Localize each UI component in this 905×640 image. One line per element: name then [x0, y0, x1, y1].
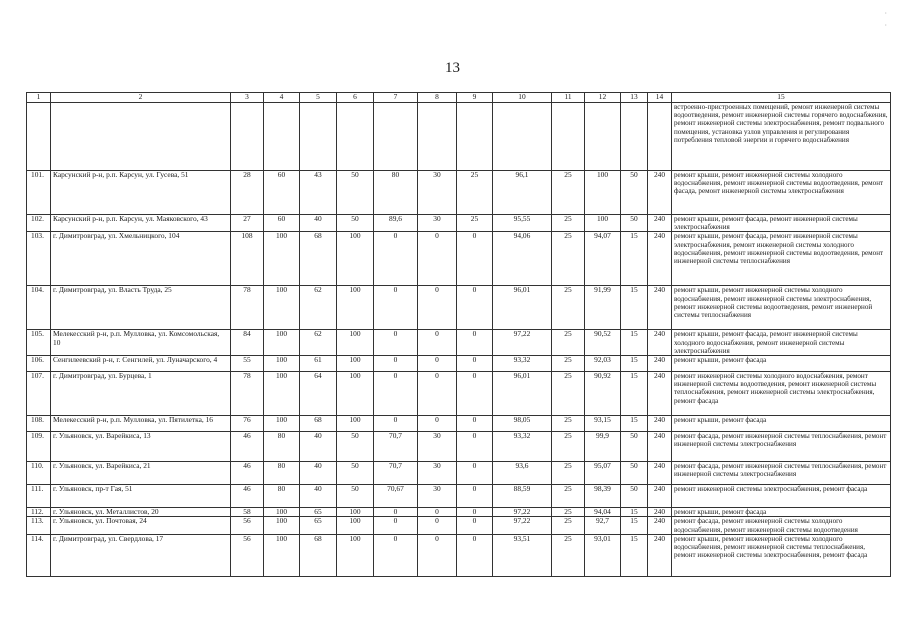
value-cell-col-7: 0: [374, 416, 418, 432]
value-cell-col-4: 100: [264, 517, 300, 534]
value-cell-col-13: 15: [621, 508, 648, 517]
value-cell-col-10: 97,22: [493, 330, 552, 356]
row-number: 113.: [27, 517, 51, 534]
value-cell-col-8: 0: [418, 330, 457, 356]
row-number: 112.: [27, 508, 51, 517]
value-cell-col-12: 100: [585, 171, 621, 215]
table-row: [27, 372, 891, 416]
work-types-cell: ремонт крыши, ремонт фасада, ремонт инженерной системы холодного водоснабжения, ремонт инженерной системы электроснабжения: [672, 330, 891, 356]
column-header-15: 15: [672, 93, 891, 103]
value-cell-col-8: 30: [418, 462, 457, 485]
work-types-cell: ремонт крыши, ремонт фасада: [672, 356, 891, 372]
work-types-cell: ремонт фасада, ремонт инженерной системы холодного водоснабжения, ремонт инженерной системы водоотведения: [672, 517, 891, 534]
work-types-cell: ремонт крыши, ремонт фасада: [672, 508, 891, 517]
value-cell-col-11: 25: [552, 215, 585, 232]
table-row: [27, 330, 891, 356]
value-cell-col-11: 25: [552, 171, 585, 215]
row-number: 103.: [27, 232, 51, 286]
value-cell-col-7: 89,6: [374, 215, 418, 232]
value-cell-col-7: 0: [374, 232, 418, 286]
value-cell-col-3: 46: [231, 485, 264, 508]
address-cell: [51, 103, 231, 171]
value-cell-col-4: 60: [264, 215, 300, 232]
value-cell-col-5: 68: [300, 416, 337, 432]
value-cell-col-12: 98,39: [585, 485, 621, 508]
value-cell-col-12: 92,03: [585, 356, 621, 372]
value-cell-col-6: 100: [337, 372, 374, 416]
value-cell-col-6: 100: [337, 508, 374, 517]
value-cell-col-3: 108: [231, 232, 264, 286]
value-cell-col-10: 93,32: [493, 432, 552, 462]
value-cell-col-9: 0: [457, 286, 493, 330]
value-cell-col-3: 55: [231, 356, 264, 372]
column-header-10: 10: [493, 93, 552, 103]
value-cell-col-3: 56: [231, 517, 264, 534]
scan-artifact: ·: [884, 10, 888, 17]
column-header-8: 8: [418, 93, 457, 103]
value-cell-col-9: 0: [457, 232, 493, 286]
address-cell: г. Димитровград, ул. Свердлова, 17: [51, 534, 231, 576]
value-cell-col-5: 40: [300, 432, 337, 462]
value-cell-col-8: 30: [418, 215, 457, 232]
work-types-cell: ремонт крыши, ремонт фасада: [672, 416, 891, 432]
row-number: 109.: [27, 432, 51, 462]
value-cell-col-13: 15: [621, 232, 648, 286]
value-cell-col-11: [552, 103, 585, 171]
value-cell-col-3: 58: [231, 508, 264, 517]
value-cell-col-11: 25: [552, 356, 585, 372]
column-header-4: 4: [264, 93, 300, 103]
value-cell-col-11: 25: [552, 372, 585, 416]
value-cell-col-9: 0: [457, 508, 493, 517]
table-row: [27, 416, 891, 432]
column-header-7: 7: [374, 93, 418, 103]
column-header-14: 14: [648, 93, 672, 103]
work-types-cell: ремонт крыши, ремонт фасада, ремонт инженерной системы электроснабжения, ремонт инженерной системы холодного водоснабжения, ремонт инженерной системы водоотведения, ремонт инженерной системы теплоснабжения: [672, 232, 891, 286]
value-cell-col-5: 62: [300, 330, 337, 356]
value-cell-col-14: 240: [648, 462, 672, 485]
value-cell-col-5: 64: [300, 372, 337, 416]
value-cell-col-5: [300, 103, 337, 171]
row-number: 101.: [27, 171, 51, 215]
value-cell-col-6: 100: [337, 517, 374, 534]
row-number: 106.: [27, 356, 51, 372]
value-cell-col-5: 40: [300, 485, 337, 508]
value-cell-col-8: 0: [418, 534, 457, 576]
value-cell-col-12: 92,7: [585, 517, 621, 534]
value-cell-col-10: 88,59: [493, 485, 552, 508]
value-cell-col-3: 76: [231, 416, 264, 432]
value-cell-col-4: 100: [264, 534, 300, 576]
value-cell-col-8: 0: [418, 416, 457, 432]
value-cell-col-6: 100: [337, 534, 374, 576]
value-cell-col-3: 56: [231, 534, 264, 576]
value-cell-col-7: 0: [374, 356, 418, 372]
value-cell-col-14: 240: [648, 215, 672, 232]
value-cell-col-11: 25: [552, 462, 585, 485]
address-cell: г. Димитровград, ул. Хмельницкого, 104: [51, 232, 231, 286]
address-cell: г. Ульяновск, ул. Варейкиса, 21: [51, 462, 231, 485]
value-cell-col-11: 25: [552, 432, 585, 462]
value-cell-col-8: 30: [418, 485, 457, 508]
value-cell-col-3: 28: [231, 171, 264, 215]
value-cell-col-8: 30: [418, 432, 457, 462]
page-number: 13: [445, 60, 460, 76]
value-cell-col-12: 94,07: [585, 232, 621, 286]
value-cell-col-4: 100: [264, 416, 300, 432]
value-cell-col-14: 240: [648, 286, 672, 330]
value-cell-col-9: [457, 103, 493, 171]
value-cell-col-13: 15: [621, 286, 648, 330]
value-cell-col-6: 100: [337, 286, 374, 330]
value-cell-col-4: 100: [264, 286, 300, 330]
value-cell-col-14: 240: [648, 485, 672, 508]
address-cell: г. Ульяновск, пр-т Гая, 51: [51, 485, 231, 508]
value-cell-col-13: 15: [621, 534, 648, 576]
value-cell-col-9: 0: [457, 356, 493, 372]
value-cell-col-12: 99,9: [585, 432, 621, 462]
value-cell-col-10: 93,6: [493, 462, 552, 485]
value-cell-col-13: 50: [621, 171, 648, 215]
work-types-cell: ремонт фасада, ремонт инженерной системы теплоснабжения, ремонт инженерной системы электроснабжения: [672, 432, 891, 462]
value-cell-col-5: 40: [300, 215, 337, 232]
value-cell-col-13: 50: [621, 485, 648, 508]
value-cell-col-10: 98,05: [493, 416, 552, 432]
table-row: [27, 215, 891, 232]
address-cell: Мелекесский р-н, р.п. Мулловка, ул. Пятилетка, 16: [51, 416, 231, 432]
value-cell-col-13: [621, 103, 648, 171]
value-cell-col-4: 60: [264, 171, 300, 215]
value-cell-col-9: 25: [457, 215, 493, 232]
table-row: [27, 103, 891, 171]
address-cell: Сенгилеевский р-н, г. Сенгилей, ул. Луначарского, 4: [51, 356, 231, 372]
repair-program-table: [26, 92, 891, 577]
work-types-cell: ремонт крыши, ремонт фасада, ремонт инженерной системы электроснабжения: [672, 215, 891, 232]
value-cell-col-10: 97,22: [493, 517, 552, 534]
column-header-13: 13: [621, 93, 648, 103]
value-cell-col-12: [585, 103, 621, 171]
value-cell-col-12: 100: [585, 215, 621, 232]
value-cell-col-9: 0: [457, 534, 493, 576]
table-row: [27, 485, 891, 508]
value-cell-col-11: 25: [552, 485, 585, 508]
column-header-3: 3: [231, 93, 264, 103]
value-cell-col-6: 100: [337, 416, 374, 432]
value-cell-col-12: 93,15: [585, 416, 621, 432]
value-cell-col-11: 25: [552, 330, 585, 356]
address-cell: Карсунский р-н, р.п. Карсун, ул. Гусева, 51: [51, 171, 231, 215]
value-cell-col-7: 70,7: [374, 432, 418, 462]
address-cell: г. Димитровград, ул. Бурцева, 1: [51, 372, 231, 416]
value-cell-col-10: 97,22: [493, 508, 552, 517]
value-cell-col-8: [418, 103, 457, 171]
row-number: 104.: [27, 286, 51, 330]
value-cell-col-7: 0: [374, 286, 418, 330]
value-cell-col-7: 0: [374, 534, 418, 576]
value-cell-col-8: 0: [418, 508, 457, 517]
row-number: 114.: [27, 534, 51, 576]
row-number: 110.: [27, 462, 51, 485]
value-cell-col-3: 78: [231, 286, 264, 330]
value-cell-col-11: 25: [552, 286, 585, 330]
address-cell: г. Димитровград, ул. Власть Труда, 25: [51, 286, 231, 330]
scan-artifact: ·: [884, 22, 888, 29]
value-cell-col-8: 0: [418, 286, 457, 330]
value-cell-col-11: 25: [552, 534, 585, 576]
work-types-cell: ремонт крыши, ремонт инженерной системы холодного водоснабжения, ремонт инженерной системы теплоснабжения, ремонт инженерной системы электроснабжения, ремонт фасада: [672, 534, 891, 576]
value-cell-col-8: 0: [418, 356, 457, 372]
value-cell-col-6: 100: [337, 330, 374, 356]
table-row: [27, 508, 891, 517]
value-cell-col-6: 50: [337, 432, 374, 462]
value-cell-col-7: 0: [374, 372, 418, 416]
column-header-9: 9: [457, 93, 493, 103]
value-cell-col-6: 50: [337, 485, 374, 508]
value-cell-col-3: 46: [231, 432, 264, 462]
value-cell-col-11: 25: [552, 232, 585, 286]
value-cell-col-12: 90,52: [585, 330, 621, 356]
value-cell-col-7: 0: [374, 508, 418, 517]
value-cell-col-6: 50: [337, 462, 374, 485]
value-cell-col-11: 25: [552, 508, 585, 517]
address-cell: г. Ульяновск, ул. Почтовая, 24: [51, 517, 231, 534]
row-number: 105.: [27, 330, 51, 356]
value-cell-col-7: 70,7: [374, 462, 418, 485]
work-types-cell: ремонт крыши, ремонт инженерной системы холодного водоснабжения, ремонт инженерной системы водоотведения, ремонт фасада, ремонт инженерной системы электроснабжения: [672, 171, 891, 215]
table-row: [27, 171, 891, 215]
value-cell-col-6: 50: [337, 171, 374, 215]
value-cell-col-7: 0: [374, 330, 418, 356]
value-cell-col-9: 0: [457, 462, 493, 485]
value-cell-col-5: 62: [300, 286, 337, 330]
value-cell-col-14: [648, 103, 672, 171]
table-row: [27, 356, 891, 372]
work-types-cell: ремонт инженерной системы электроснабжения, ремонт фасада: [672, 485, 891, 508]
value-cell-col-4: 80: [264, 432, 300, 462]
value-cell-col-12: 95,07: [585, 462, 621, 485]
value-cell-col-6: 100: [337, 356, 374, 372]
value-cell-col-10: 96,01: [493, 372, 552, 416]
value-cell-col-5: 68: [300, 534, 337, 576]
value-cell-col-7: 0: [374, 517, 418, 534]
address-cell: Карсунский р-н, р.п. Карсун, ул. Маяковского, 43: [51, 215, 231, 232]
value-cell-col-10: 94,06: [493, 232, 552, 286]
column-header-12: 12: [585, 93, 621, 103]
value-cell-col-4: 100: [264, 330, 300, 356]
value-cell-col-8: 30: [418, 171, 457, 215]
value-cell-col-4: 100: [264, 508, 300, 517]
value-cell-col-9: 0: [457, 416, 493, 432]
value-cell-col-4: 100: [264, 232, 300, 286]
value-cell-col-9: 0: [457, 485, 493, 508]
value-cell-col-5: 61: [300, 356, 337, 372]
value-cell-col-7: 80: [374, 171, 418, 215]
value-cell-col-10: [493, 103, 552, 171]
value-cell-col-13: 50: [621, 215, 648, 232]
value-cell-col-12: 93,01: [585, 534, 621, 576]
value-cell-col-11: 25: [552, 416, 585, 432]
value-cell-col-13: 50: [621, 432, 648, 462]
value-cell-col-10: 95,55: [493, 215, 552, 232]
value-cell-col-5: 65: [300, 508, 337, 517]
column-header-5: 5: [300, 93, 337, 103]
value-cell-col-9: 0: [457, 330, 493, 356]
value-cell-col-9: 0: [457, 517, 493, 534]
address-cell: Мелекесский р-н, р.п. Мулловка, ул. Комсомольская, 10: [51, 330, 231, 356]
address-cell: г. Ульяновск, ул. Варейкиса, 13: [51, 432, 231, 462]
value-cell-col-13: 15: [621, 416, 648, 432]
value-cell-col-8: 0: [418, 372, 457, 416]
value-cell-col-9: 25: [457, 171, 493, 215]
value-cell-col-14: 240: [648, 372, 672, 416]
value-cell-col-13: 15: [621, 356, 648, 372]
value-cell-col-6: 50: [337, 215, 374, 232]
value-cell-col-3: 27: [231, 215, 264, 232]
row-number: 102.: [27, 215, 51, 232]
value-cell-col-14: 240: [648, 171, 672, 215]
table-row: [27, 517, 891, 534]
value-cell-col-14: 240: [648, 356, 672, 372]
work-types-cell: ремонт фасада, ремонт инженерной системы теплоснабжения, ремонт инженерной системы электроснабжения: [672, 462, 891, 485]
value-cell-col-10: 93,51: [493, 534, 552, 576]
value-cell-col-4: 100: [264, 372, 300, 416]
value-cell-col-8: 0: [418, 232, 457, 286]
value-cell-col-8: 0: [418, 517, 457, 534]
value-cell-col-13: 50: [621, 462, 648, 485]
value-cell-col-13: 15: [621, 372, 648, 416]
value-cell-col-14: 240: [648, 416, 672, 432]
value-cell-col-6: 100: [337, 232, 374, 286]
value-cell-col-5: 65: [300, 517, 337, 534]
value-cell-col-14: 240: [648, 517, 672, 534]
work-types-cell: ремонт крыши, ремонт инженерной системы холодного водоснабжения, ремонт инженерной системы электроснабжения, ремонт инженерной системы водоотведения, ремонт инженерной системы теплоснабжения: [672, 286, 891, 330]
value-cell-col-10: 93,32: [493, 356, 552, 372]
value-cell-col-7: [374, 103, 418, 171]
value-cell-col-12: 94,04: [585, 508, 621, 517]
value-cell-col-13: 15: [621, 517, 648, 534]
address-cell: г. Ульяновск, ул. Металлистов, 20: [51, 508, 231, 517]
row-number: [27, 103, 51, 171]
table-header-row: [27, 93, 891, 103]
value-cell-col-12: 90,92: [585, 372, 621, 416]
value-cell-col-4: 80: [264, 485, 300, 508]
value-cell-col-9: 0: [457, 432, 493, 462]
table-row: [27, 232, 891, 286]
value-cell-col-5: 68: [300, 232, 337, 286]
work-types-cell: встроенно-пристроенных помещений, ремонт инженерной системы водоотведения, ремонт инженерной системы горячего водоснабжения, ремонт инженерной системы электроснабжения, ремонт подвального помещения, установка узлов управления и регулирования потребления тепловой энергии и горячего водоснабжения: [672, 103, 891, 171]
value-cell-col-3: 84: [231, 330, 264, 356]
value-cell-col-13: 15: [621, 330, 648, 356]
row-number: 107.: [27, 372, 51, 416]
row-number: 108.: [27, 416, 51, 432]
value-cell-col-4: 80: [264, 462, 300, 485]
table-row: [27, 462, 891, 485]
value-cell-col-9: 0: [457, 372, 493, 416]
value-cell-col-10: 96,1: [493, 171, 552, 215]
column-header-11: 11: [552, 93, 585, 103]
value-cell-col-14: 240: [648, 534, 672, 576]
value-cell-col-14: 240: [648, 508, 672, 517]
value-cell-col-5: 40: [300, 462, 337, 485]
value-cell-col-3: 78: [231, 372, 264, 416]
value-cell-col-5: 43: [300, 171, 337, 215]
table-row: [27, 534, 891, 576]
value-cell-col-6: [337, 103, 374, 171]
value-cell-col-11: 25: [552, 517, 585, 534]
column-header-1: 1: [27, 93, 51, 103]
value-cell-col-3: 46: [231, 462, 264, 485]
work-types-cell: ремонт инженерной системы холодного водоснабжения, ремонт инженерной системы водоотведения, ремонт инженерной системы теплоснабжения, ремонт инженерной системы электроснабжения, ремонт фасада: [672, 372, 891, 416]
table-row: [27, 286, 891, 330]
row-number: 111.: [27, 485, 51, 508]
value-cell-col-12: 91,99: [585, 286, 621, 330]
value-cell-col-14: 240: [648, 330, 672, 356]
column-header-6: 6: [337, 93, 374, 103]
value-cell-col-10: 96,01: [493, 286, 552, 330]
column-header-2: 2: [51, 93, 231, 103]
value-cell-col-4: 100: [264, 356, 300, 372]
value-cell-col-7: 70,67: [374, 485, 418, 508]
value-cell-col-3: [231, 103, 264, 171]
value-cell-col-14: 240: [648, 432, 672, 462]
value-cell-col-14: 240: [648, 232, 672, 286]
value-cell-col-4: [264, 103, 300, 171]
table-row: [27, 432, 891, 462]
